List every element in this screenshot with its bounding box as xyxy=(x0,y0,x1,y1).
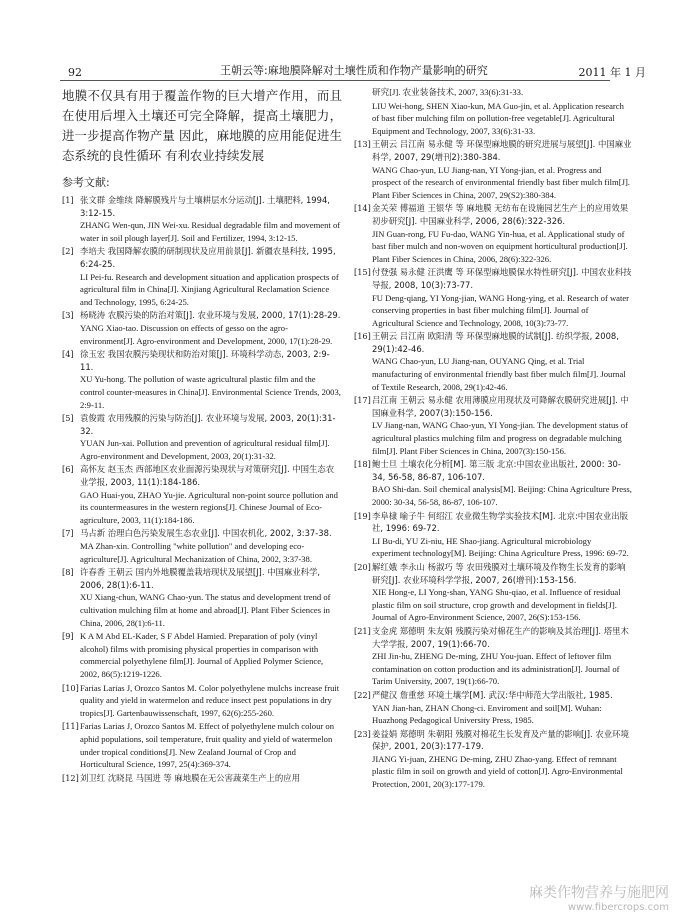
reference-item xyxy=(62,772,342,785)
reference-chinese: 吕江南 王朝云 易永健 农用薄膜应用现状及可降解农膜研究进展[J]. 中国麻业科学, 2007(3):150-156. xyxy=(372,395,629,418)
reference-number: [10] xyxy=(62,682,79,693)
reference-number: [23] xyxy=(354,728,371,739)
reference-number: [7] xyxy=(62,528,74,539)
reference-number: [3] xyxy=(62,310,74,321)
reference-item xyxy=(354,510,632,560)
reference-item xyxy=(62,412,342,462)
references-list-right xyxy=(354,86,632,791)
reference-number: [15] xyxy=(354,267,371,278)
reference-number: [16] xyxy=(354,331,371,342)
reference-chinese: 刘卫红 沈晓昆 马国进 等 麻地膜在无公害蔬菜生产上的应用 xyxy=(80,772,301,783)
reference-item xyxy=(354,266,632,329)
reference-english: LI Pei-fu. Research and development situation and application prospects of agricultural film in China[J]. Xinjiang Agricultural Reclamation Science and Technology, 1995, 6:24-25. xyxy=(80,271,339,307)
reference-item xyxy=(354,330,632,393)
reference-number: [1] xyxy=(62,195,74,205)
reference-chinese: 杨晓涛 农膜污染的防治对策[J]. 农业环境与发展, 2000, 17(1):28-29. xyxy=(80,310,341,321)
reference-english: XIE Hong-e, LI Yong-shan, YANG Shu-qiao, et al. Influence of residual plastic film on soil structure, crop growth and development in fields[J]. Journal of Agro-Environment Science, 2007, 26(S):153-156. xyxy=(372,587,621,623)
page-number: 92 xyxy=(68,66,82,79)
reference-english: JIANG Yi-juan, ZHENG De-ming, ZHU Zhao-yang. Effect of remnant plastic film in soil on growth and yield of cotton[J]. Agro-Environmental Protection, 2001, 20(3):177-179. xyxy=(372,753,623,790)
reference-item xyxy=(354,689,632,727)
reference-chinese: 支金虎 郑德明 朱友娟 残膜污染对棉花生产的影响及其治理[J]. 塔里木大学学报, 2007, 19(1):66-70. xyxy=(372,625,629,649)
references-heading: 参考文献: xyxy=(62,176,110,189)
watermark-title: 麻类作物营养与施肥网 xyxy=(529,885,669,901)
reference-english: MA Zhan-xin. Controlling "white pollution" and developing eco-agriculture[J]. Agricultural Mechanization of China, 2002, 3:37-38. xyxy=(80,541,312,564)
reference-continuation: 研究[J]. 农业装备技术, 2007, 33(6):31-33. xyxy=(372,87,524,97)
reference-chinese: 张文群 金维续 降解膜残片与土壤耕层水分运动[J]. 土壤肥料, 1994, 3:12-15. xyxy=(80,195,330,218)
reference-item xyxy=(354,100,632,138)
reference-chinese: 付登强 易永健 汪洪鹰 等 环保型麻地膜保水特性研究[J]. 中国农业科技导报, 2008, 10(3):73-77. xyxy=(372,267,632,290)
reference-chinese: 姜益娟 郑德明 朱朝阳 残膜对棉花生长发育及产量的影响[J]. 农业环境保护, 2001, 20(3):177-179. xyxy=(372,728,629,752)
reference-item xyxy=(354,202,632,265)
reference-chinese: 严健汉 詹重慈 环境土壤学[M]. 武汉:华中师范大学出版社, 1985. xyxy=(372,689,613,700)
reference-number: [4] xyxy=(62,349,74,360)
reference-chinese: 李阜棣 喻子牛 何绍江 农业微生物学实验技术[M]. 北京:中国农业出版社, 1996: 69-72. xyxy=(372,510,629,534)
reference-number: [13] xyxy=(354,139,371,150)
reference-item xyxy=(354,394,632,457)
reference-chinese: 李培夫 我国降解农膜的研制现状及应用前景[J]. 新疆农垦科技, 1995, 6:24-25. xyxy=(80,246,336,269)
header-rule xyxy=(60,80,610,81)
reference-english: FU Deng-qiang, YI Yong-jian, WANG Hong-ying, et al. Research of water conserving properties in bast fiber mulching film[J]. Journal of Agricultural Science and Technology, 2008, 10(3):73-77. xyxy=(372,292,630,328)
reference-item xyxy=(62,566,342,629)
watermark-url: www.fibercrops.com xyxy=(567,902,669,913)
reference-chinese: 金关荣 傅福道 王银华 等 麻地膜 无纺布在设施园艺生产上的应用效果初步研究[J]. 中国麻业科学, 2006, 28(6):322-326. xyxy=(372,203,629,226)
reference-number: [8] xyxy=(62,567,74,578)
reference-english: ZHANG Wen-qun, JIN Wei-xu. Residual degradable film and movement of water in soil plough layer[J]. Soil and Fertilizer, 1994, 3:12-15. xyxy=(80,220,341,243)
reference-item xyxy=(62,245,342,308)
issue-date: 2011 年 1 月 xyxy=(578,66,646,79)
reference-number: [11] xyxy=(62,721,79,732)
reference-chinese: 马占新 治理白色污染发展生态农业[J]. 中国农机化, 2002, 3:37-38. xyxy=(80,528,332,539)
reference-number: [22] xyxy=(354,689,371,700)
reference-english: K A M Abd EL-Kader, S F Abdel Hamied. Preparation of poly (vinyl alcohol) films with promising physical properties in comparison with commercial polyethylene film[J]. Journal of Applied Polymer Science, 2002, 86(5):1219-1226. xyxy=(80,631,324,679)
reference-item xyxy=(62,309,342,347)
reference-number: [5] xyxy=(62,413,74,424)
reference-chinese: 解红娥 李永山 杨淑巧 等 农田残膜对土壤环境及作物生长发育的影响研究[J]. 农业环境科学学报, 2007, 26(增刊):153-156. xyxy=(372,561,626,585)
reference-english: LV Jiang-nan, WANG Chao-yun, YI Yong-jian. The development status of agricultural plastics mulching film and progress on degradable mulching film[J]. Plant Fiber Sciences in China, 2007(3):150-156. xyxy=(372,420,628,456)
reference-continuation: LIU Wei-hong, SHEN Xiao-kun, MA Guo-jin, et al. Application research of bast fiber mulching film on pollution-free vegetable[J]. Agricultural Equipment and Technology, 2007, 33(6):31-33. xyxy=(372,100,624,136)
reference-item xyxy=(62,527,342,565)
reference-english: YUAN Jun-xai. Pollution and prevention of agricultural residual film[J]. Agro-environment and Development, 2003, 20(1):31-32. xyxy=(80,438,330,461)
running-title: 王朝云等:麻地膜降解对土壤性质和作物产量影响的研究 xyxy=(220,64,488,77)
reference-number: [12] xyxy=(62,772,79,783)
reference-english: BAO Shi-dan. Soil chemical analysis[M]. Beijing: China Agriculture Press, 2000: 30-34, 56-58, 86-87, 106-107. xyxy=(372,484,632,507)
reference-number: [9] xyxy=(62,631,74,642)
reference-number: [19] xyxy=(354,510,371,521)
reference-english: YAN Jian-han, ZHAN Chong-ci. Enviroment and soil[M]. Wuhan: Huazhong Pedagogical University Press, 1985. xyxy=(372,702,602,726)
watermark xyxy=(529,882,669,913)
reference-english: JIN Guan-rong, FU Fu-dao, WANG Yin-hua, et al. Applicational study of bast fiber mulch and non-woven on equipment horticultural production[J]. Plant Fiber Sciences in China, 2006, 28(6):322-326. xyxy=(372,228,628,264)
reference-item xyxy=(354,86,632,99)
reference-item xyxy=(62,682,342,720)
reference-item xyxy=(354,138,632,201)
reference-item xyxy=(354,561,632,624)
reference-english: XU Yu-hong. The pollution of waste agricultural plastic film and the control counter-measures in China[J]. Environmental Science Trends, 2003, 2:9-11. xyxy=(80,374,341,410)
page-header xyxy=(40,62,646,82)
reference-english: WANG Chao-yun, LU Jiang-nan, YI Yong-jian, et al. Progress and prospect of the research of environmental friendly bast fiber mulch film[J]. Plant Fiber Sciences in China, 2007, 29(S2):380-384. xyxy=(372,164,630,200)
reference-english: Farias Larias J, Orozco Santos M. Effect of polyethylene mulch colour on aphid populations, soil temperature, fruit quality and yield of watermelon under tropical conditions[J]. New Zealand Journal of Crop and Horticultural Science, 1997, 25(4):369-374. xyxy=(80,721,335,770)
reference-chinese: 许春香 王朝云 国内外地膜覆盖栽培现状及展望[J]. 中国麻业科学, 2006, 28(1):6-11. xyxy=(80,567,321,590)
reference-item xyxy=(354,728,632,791)
reference-number: [21] xyxy=(354,625,371,636)
reference-english: WANG Chao-yun, LU Jiang-nan, OUYANG Qing, et al. Trial manufacturing of environmental friendly bast fiber mulch film[J]. Journal of Textile Research, 2008, 29(1):42-46. xyxy=(372,356,626,392)
reference-item xyxy=(62,630,342,680)
reference-item xyxy=(62,348,342,411)
reference-item xyxy=(354,625,632,688)
reference-english: LI Bu-di, YU Zi-niu, HE Shao-jiang. Agricultural microbiology experiment technology[M]. Beijing: China Agriculture Press, 1996: 69-72. xyxy=(372,535,629,559)
reference-chinese: 高怀友 赵玉杰 西部地区农业面源污染现状与对策研究[J]. 中国生态农业学报, 2003, 11(1):184-186. xyxy=(80,464,335,488)
reference-chinese: 鲍士旦 土壤农化分析[M]. 第三版 北京:中国农业出版社, 2000: 30-34, 56-58, 86-87, 106-107. xyxy=(372,459,621,482)
reference-number: [20] xyxy=(354,561,371,572)
reference-english: ZHI Jin-hu, ZHENG De-ming, ZHU You-juan. Effect of leftover film contamination on cotton production and its administration[J]. Journal of Tarim University, 2007, 19(1):66-70. xyxy=(372,651,620,687)
reference-item xyxy=(62,194,342,244)
references-list-left xyxy=(62,194,342,784)
reference-english: GAO Huai-you, ZHAO Yu-jie. Agricultural non-point source pollution and its countermeasures in the western regions[J]. Chinese Journal of Eco-agriculture, 2003, 11(1):184-186. xyxy=(80,489,338,525)
reference-number: [17] xyxy=(354,395,371,406)
reference-english: Farias Larias J, Orozco Santos M. Color polyethylene mulchs increase fruit quality and yield in watermelon and reduce insect pest populations in dry tropics[J]. Gartenbauwissenschaft, 1997, 62(6):255-260. xyxy=(80,682,340,718)
right-column xyxy=(354,86,632,792)
reference-chinese: 王朝云 吕江南 欧阳清 等 环保型麻地膜的试制[J]. 纺织学报, 2008, 29(1):42-46. xyxy=(372,331,619,354)
reference-chinese: 袁俊霞 农用残膜的污染与防治[J]. 农业环境与发展, 2003, 20(1):31-32. xyxy=(80,413,336,436)
reference-item xyxy=(354,458,632,508)
reference-item xyxy=(62,463,342,526)
reference-chinese: 徐玉宏 我国农膜污染现状和防治对策[J]. 环境科学动态, 2003, 2:9-11. xyxy=(80,349,330,372)
left-column xyxy=(62,86,342,785)
body-paragraph: 地膜不仅具有用于覆盖作物的巨大增产作用，而且在使用后埋入土壤还可完全降解，提高土壤肥力，进一步提高作物产量 因此，麻地膜的应用能促进生态系统的良性循环 有利农业持续发展 xyxy=(62,88,342,163)
reference-english: YANG Xiao-tao. Discussion on effects of gesso on the agro-environment[J]. Agro-environment and Development, 2000, 17(1):28-29. xyxy=(80,322,333,346)
reference-english: XU Xiang-chun, WANG Chao-yun. The status and development trend of cultivation mulching film at home and abroad[J]. Plant Fiber Sciences in China, 2006, 28(1):6-11. xyxy=(80,592,331,628)
reference-chinese: 王朝云 吕江南 易永健 等 环保型麻地膜的研究进展与展望[J]. 中国麻业科学, 2007, 29(增刊2):380-384. xyxy=(372,139,632,162)
reference-number: [2] xyxy=(62,246,74,257)
reference-number: [6] xyxy=(62,464,74,475)
reference-item xyxy=(62,720,342,770)
reference-number: [18] xyxy=(354,459,371,470)
reference-number: [14] xyxy=(354,203,371,214)
